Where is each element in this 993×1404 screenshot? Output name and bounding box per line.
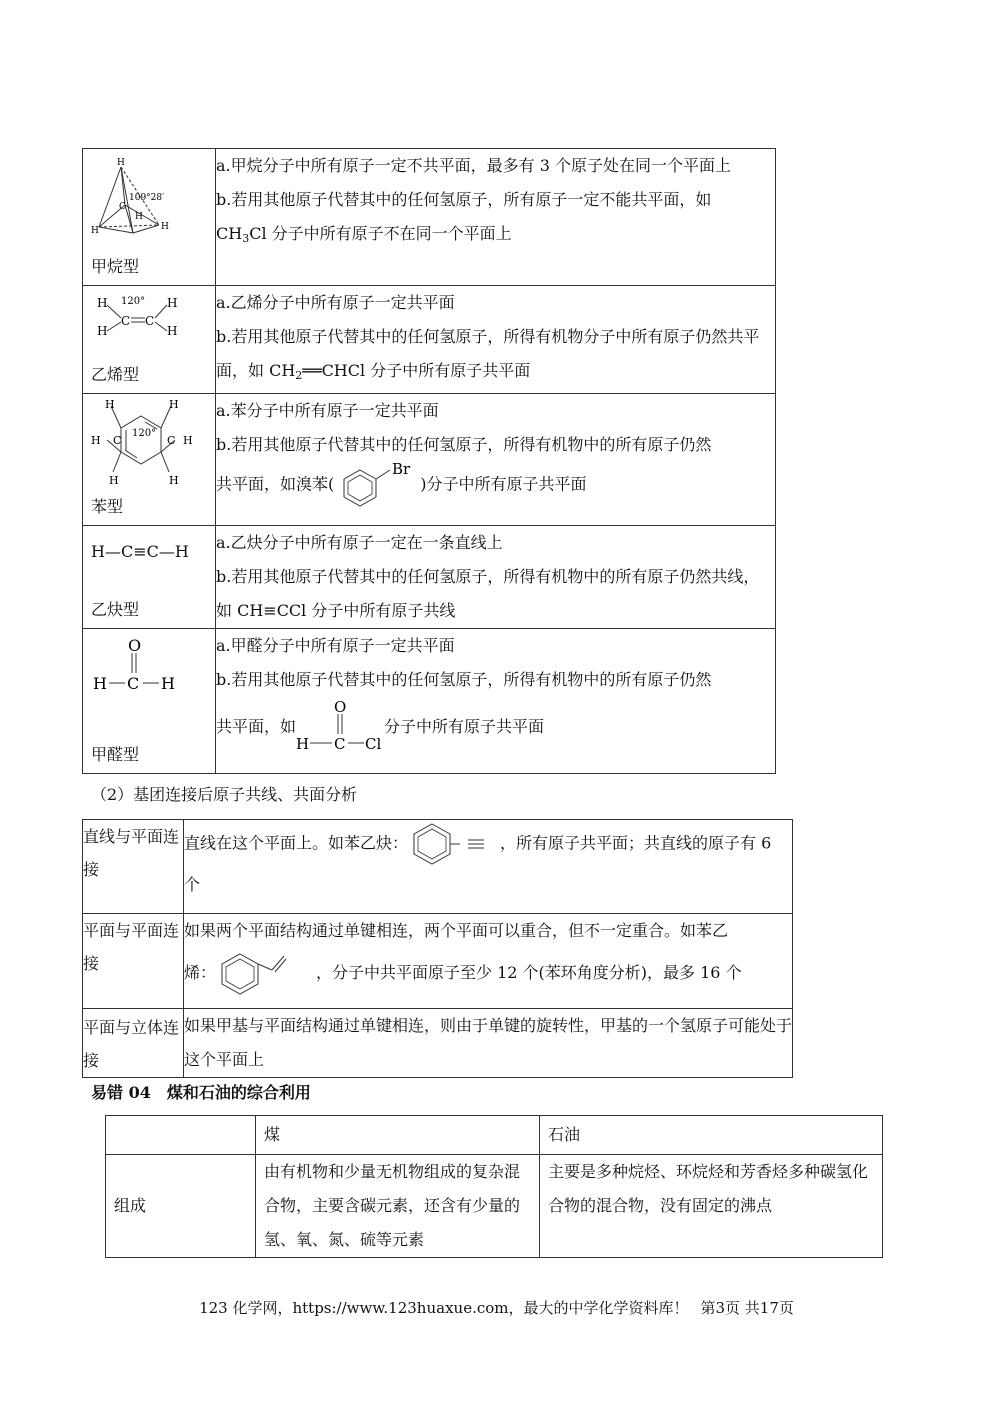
benzene-diagram-cell [83,394,216,526]
atom-o-label: O [128,636,142,655]
point-a: a.乙炔分子中所有原子一定在一条直线上 [216,533,503,552]
atom-h-label: H [135,212,143,222]
coal-composition: 由有机物和少量无机物组成的复杂混合物，主要含碳元素，还含有少量的氢、氧、氮、硫等元素 [256,1155,540,1258]
atom-h-label: H [93,674,107,693]
table-row [83,914,793,1009]
atom-c-label: C [127,674,140,693]
table-row [83,629,776,774]
table-header-cell: 石油 [540,1116,883,1155]
point-a: a.甲醛分子中所有原子一定共平面 [216,636,455,655]
subscript: 3 [242,232,250,245]
footer-site: 123 化学网，https://www.123huaxue.com，最大的中学化学资料库！ [199,1299,689,1317]
coal-oil-table [105,1115,883,1258]
point-b-example [216,217,775,256]
bond-angle-label: 120° [121,296,146,307]
atom-h-label: H [183,434,193,447]
atom-h-label: H [117,158,125,168]
type-name-formaldehyde: 甲醛型 [91,745,140,764]
point-b-example: 共平面，如 O H C Cl 分子中所有原子共平面 [216,697,775,757]
connection-label: 平面与立体连接 [83,1009,184,1078]
methane-diagram-cell [83,149,216,286]
ethyne-diagram-cell [83,526,216,629]
table-row [83,286,776,394]
table-row [106,1155,883,1258]
atom-h-label: H [91,434,101,447]
styrene-structure [216,950,316,998]
connection-description: 直线在这个平面上。如苯乙炔： ，所有原子共平面；共直线的原子有 6 个 [184,820,793,914]
table-row [83,149,776,286]
point-b: b.若用其他原子代替其中的任何氢原子，所得有机物中的所有原子仍然共线，如 CH≡CCl 分子中所有原子共线 [216,567,760,620]
connection-description: 如果两个平面结构通过单键相连，两个平面可以重合，但不一定重合。如苯乙 烯： ，分子中共平面原子至少 12 个(苯环角度分析)，最多 16 个 [184,914,793,1009]
connection-table [82,819,793,1078]
table-row [83,394,776,526]
page-footer [0,1297,993,1318]
example-tail: Cl 分子中所有原子不在同一个平面上 [249,224,512,243]
atom-h-label: H [296,734,310,753]
bond-angle-label: 120° [132,428,157,439]
point-b-example: 共平面，如溴苯( Br )分子中所有原子共平面 [216,462,775,508]
subscript: 2 [295,369,303,382]
formaldehyde-structure-diagram [89,633,179,695]
benzene-structure-diagram [89,398,199,486]
methane-description [216,149,776,286]
type-name-benzene: 苯型 [91,497,124,516]
section-2-heading: （2）基团连接后原子共线、共面分析 [91,785,358,804]
bond-angle-label: 109°28′ [129,193,165,203]
bromobenzene-structure [334,462,420,508]
point-b: b.若用其他原子代替其中的任何氢原子，所得有机物分子中所有原子仍然共平面，如 $CH_2══CHCl$ 分子中所有原子共平面 [216,327,760,382]
formaldehyde-description [216,629,776,774]
atom-h-label: H [167,296,178,310]
atom-h-label: H [161,674,175,693]
atom-h-label: H [105,398,115,411]
table-header-cell: 煤 [256,1116,540,1155]
atom-h-label: H [91,226,99,236]
point-b: b.若用其他原子代替其中的任何氢原子，所得有机物中的所有原子仍然 [216,670,712,689]
type-name-methane: 甲烷型 [91,257,140,276]
ethene-description [216,286,776,394]
atom-h-label: H [169,398,179,411]
point-b: b.若用其他原子代替其中的任何氢原子，所有原子一定不能共平面，如 [216,190,712,209]
atom-cl-label: Cl [365,734,382,753]
structure-table [82,148,776,774]
atom-h-label: H [169,474,179,486]
point-a: a.甲烷分子中所有原子一定不共平面，最多有 3 个原子处在同一个平面上 [216,156,731,175]
methane-structure-diagram [89,153,169,241]
point-a: a.苯分子中所有原子一定共平面 [216,401,439,420]
point-a: a.乙烯分子中所有原子一定共平面 [216,293,455,312]
table-row [83,820,793,914]
atom-h-label: H [109,474,119,486]
formyl-chloride-structure [296,700,384,756]
atom-c-label: C [145,314,155,328]
atom-h-label: H [97,324,108,338]
atom-c-label: C [167,434,176,447]
type-name-ethene: 乙烯型 [91,365,140,384]
atom-c-label: C [334,734,346,753]
atom-c-label: C [121,314,131,328]
section-04-heading: 易错 04 煤和石油的综合利用 [91,1083,311,1102]
connection-description: 如果甲基与平面结构通过单键相连，则由于单键的旋转性，甲基的一个氢原子可能处于这个平面上 [184,1009,793,1078]
ethene-structure-diagram [89,290,179,340]
bromine-label: Br [392,462,411,478]
connection-label: 直线与平面连接 [83,820,184,914]
atom-h-label: H [167,324,178,338]
formaldehyde-diagram-cell [83,629,216,774]
table-row [83,526,776,629]
oil-composition: 主要是多种烷烃、环烷烃和芳香烃多种碳氢化合物的混合物，没有固定的沸点 [540,1155,883,1258]
table-header-row [106,1116,883,1155]
atom-h-label: H [97,296,108,310]
connection-label: 平面与平面连接 [83,914,184,1009]
row-label: 组成 [106,1155,256,1258]
benzene-description [216,394,776,526]
type-name-ethyne: 乙炔型 [91,600,140,619]
formula-ch: CH [216,224,243,243]
atom-c-label: C [113,434,122,447]
ethyne-formula: H—C≡C—H [91,542,189,561]
phenylacetylene-structure [408,820,500,868]
atom-o-label: O [334,699,347,716]
ethyne-description [216,526,776,629]
table-row [83,1009,793,1078]
atom-h-label: H [161,222,169,232]
atom-c-label: C [119,202,126,212]
point-b: b.若用其他原子代替其中的任何氢原子，所得有机物中的所有原子仍然 [216,435,712,454]
table-header-cell [106,1116,256,1155]
footer-page-number: 第3页 共17页 [700,1299,794,1317]
ethene-diagram-cell [83,286,216,394]
